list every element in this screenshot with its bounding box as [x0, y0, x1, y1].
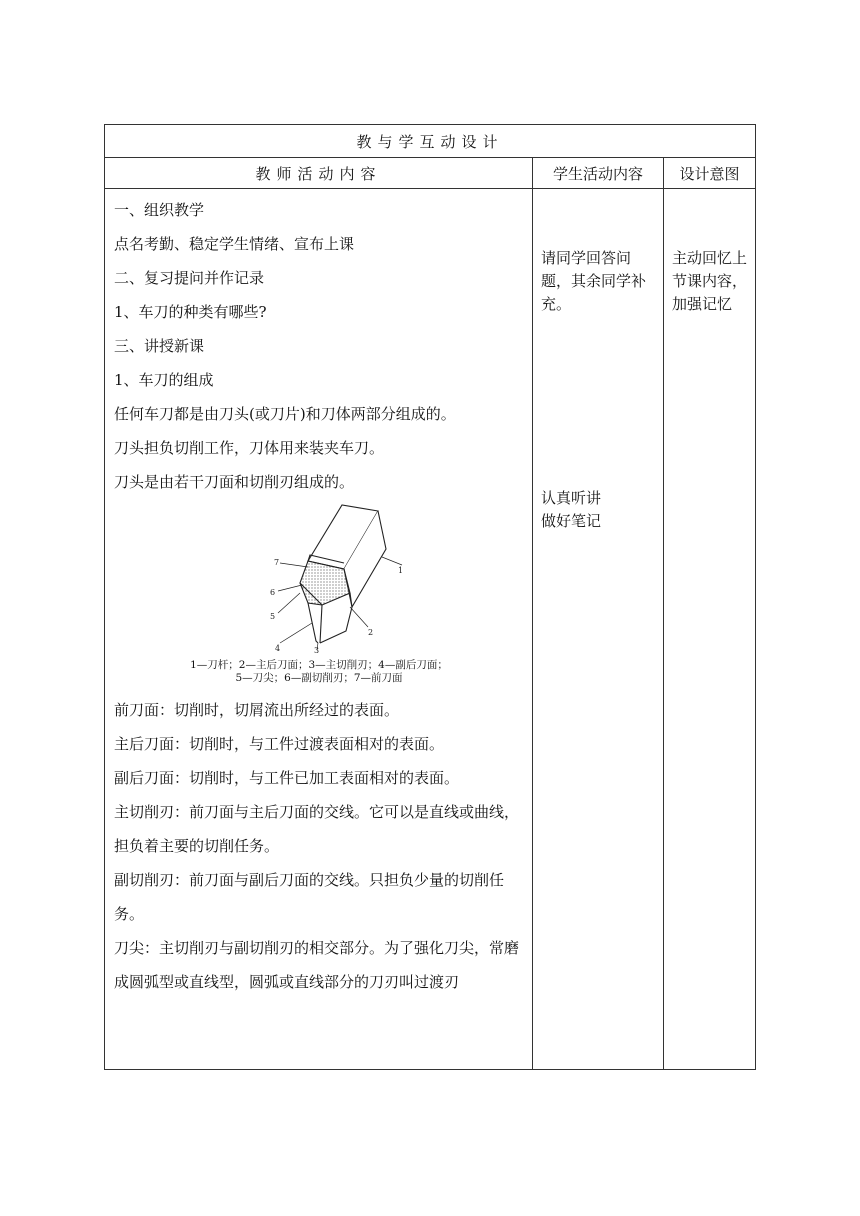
lesson-design-table — [104, 124, 756, 1070]
turning-tool-diagram — [254, 503, 404, 653]
teacher-line: 一、组织教学 — [114, 201, 205, 219]
caption-line: 1—刀杆；2—主后刀面；3—主切削刃；4—副后刀面； — [190, 659, 448, 671]
teacher-line: 刀头是由若干刀面和切削刃组成的。 — [114, 473, 355, 491]
design-intent-text: 主动回忆上节课内容，加强记忆 — [672, 249, 748, 313]
label-6: 6 — [270, 588, 276, 597]
student-listen-line: 认真听讲 — [541, 489, 602, 507]
label-2: 2 — [368, 628, 374, 637]
definition-line: 副切削刃：前刀面与副后刀面的交线。只担负少量的切削任务。 — [114, 871, 505, 923]
teacher-line: 三、讲授新课 — [114, 337, 205, 355]
caption-line: 5—刀尖；6—副切削刃；7—前刀面 — [235, 672, 403, 684]
student-notes-line: 做好笔记 — [541, 512, 602, 530]
teacher-line: 1、车刀的种类有哪些? — [114, 303, 267, 321]
design-intent-cell — [664, 189, 756, 1070]
label-4: 4 — [275, 644, 281, 653]
definition-line: 前刀面：切削时，切屑流出所经过的表面。 — [114, 701, 400, 719]
header-student-activity: 学生活动内容 — [533, 158, 664, 189]
table-title: 教与学互动设计 — [105, 125, 756, 158]
definition-line: 副后刀面：切削时，与工件已加工表面相对的表面。 — [114, 769, 460, 787]
header-teacher-activity: 教师活动内容 — [105, 158, 533, 189]
student-activity-cell — [533, 189, 664, 1070]
teacher-line: 点名考勤、稳定学生情绪、宣布上课 — [114, 235, 355, 253]
definition-line: 刀尖：主切削刃与副切削刃的相交部分。为了强化刀尖，常磨成圆弧型或直线型，圆弧或直线部分的刀刃叫过渡刃 — [114, 939, 520, 991]
teacher-line: 二、复习提问并作记录 — [114, 269, 265, 287]
student-answer-text: 请同学回答问题，其余同学补充。 — [541, 249, 647, 313]
definition-line: 主切削刃：前刀面与主后刀面的交线。它可以是直线或曲线，担负着主要的切削任务。 — [114, 803, 520, 855]
turning-tool-figure — [114, 503, 524, 693]
teacher-line: 任何车刀都是由刀头(或刀片)和刀体两部分组成的。 — [114, 405, 456, 423]
teacher-line: 1、车刀的组成 — [114, 371, 214, 389]
header-design-intent: 设计意图 — [664, 158, 756, 189]
label-7: 7 — [274, 558, 280, 567]
teacher-activity-cell — [105, 189, 533, 1070]
definition-line: 主后刀面：切削时，与工件过渡表面相对的表面。 — [114, 735, 445, 753]
figure-caption — [114, 659, 524, 685]
label-3: 3 — [314, 646, 320, 653]
label-1: 1 — [398, 566, 404, 575]
label-5: 5 — [270, 612, 276, 621]
teacher-line: 刀头担负切削工作，刀体用来装夹车刀。 — [114, 439, 385, 457]
